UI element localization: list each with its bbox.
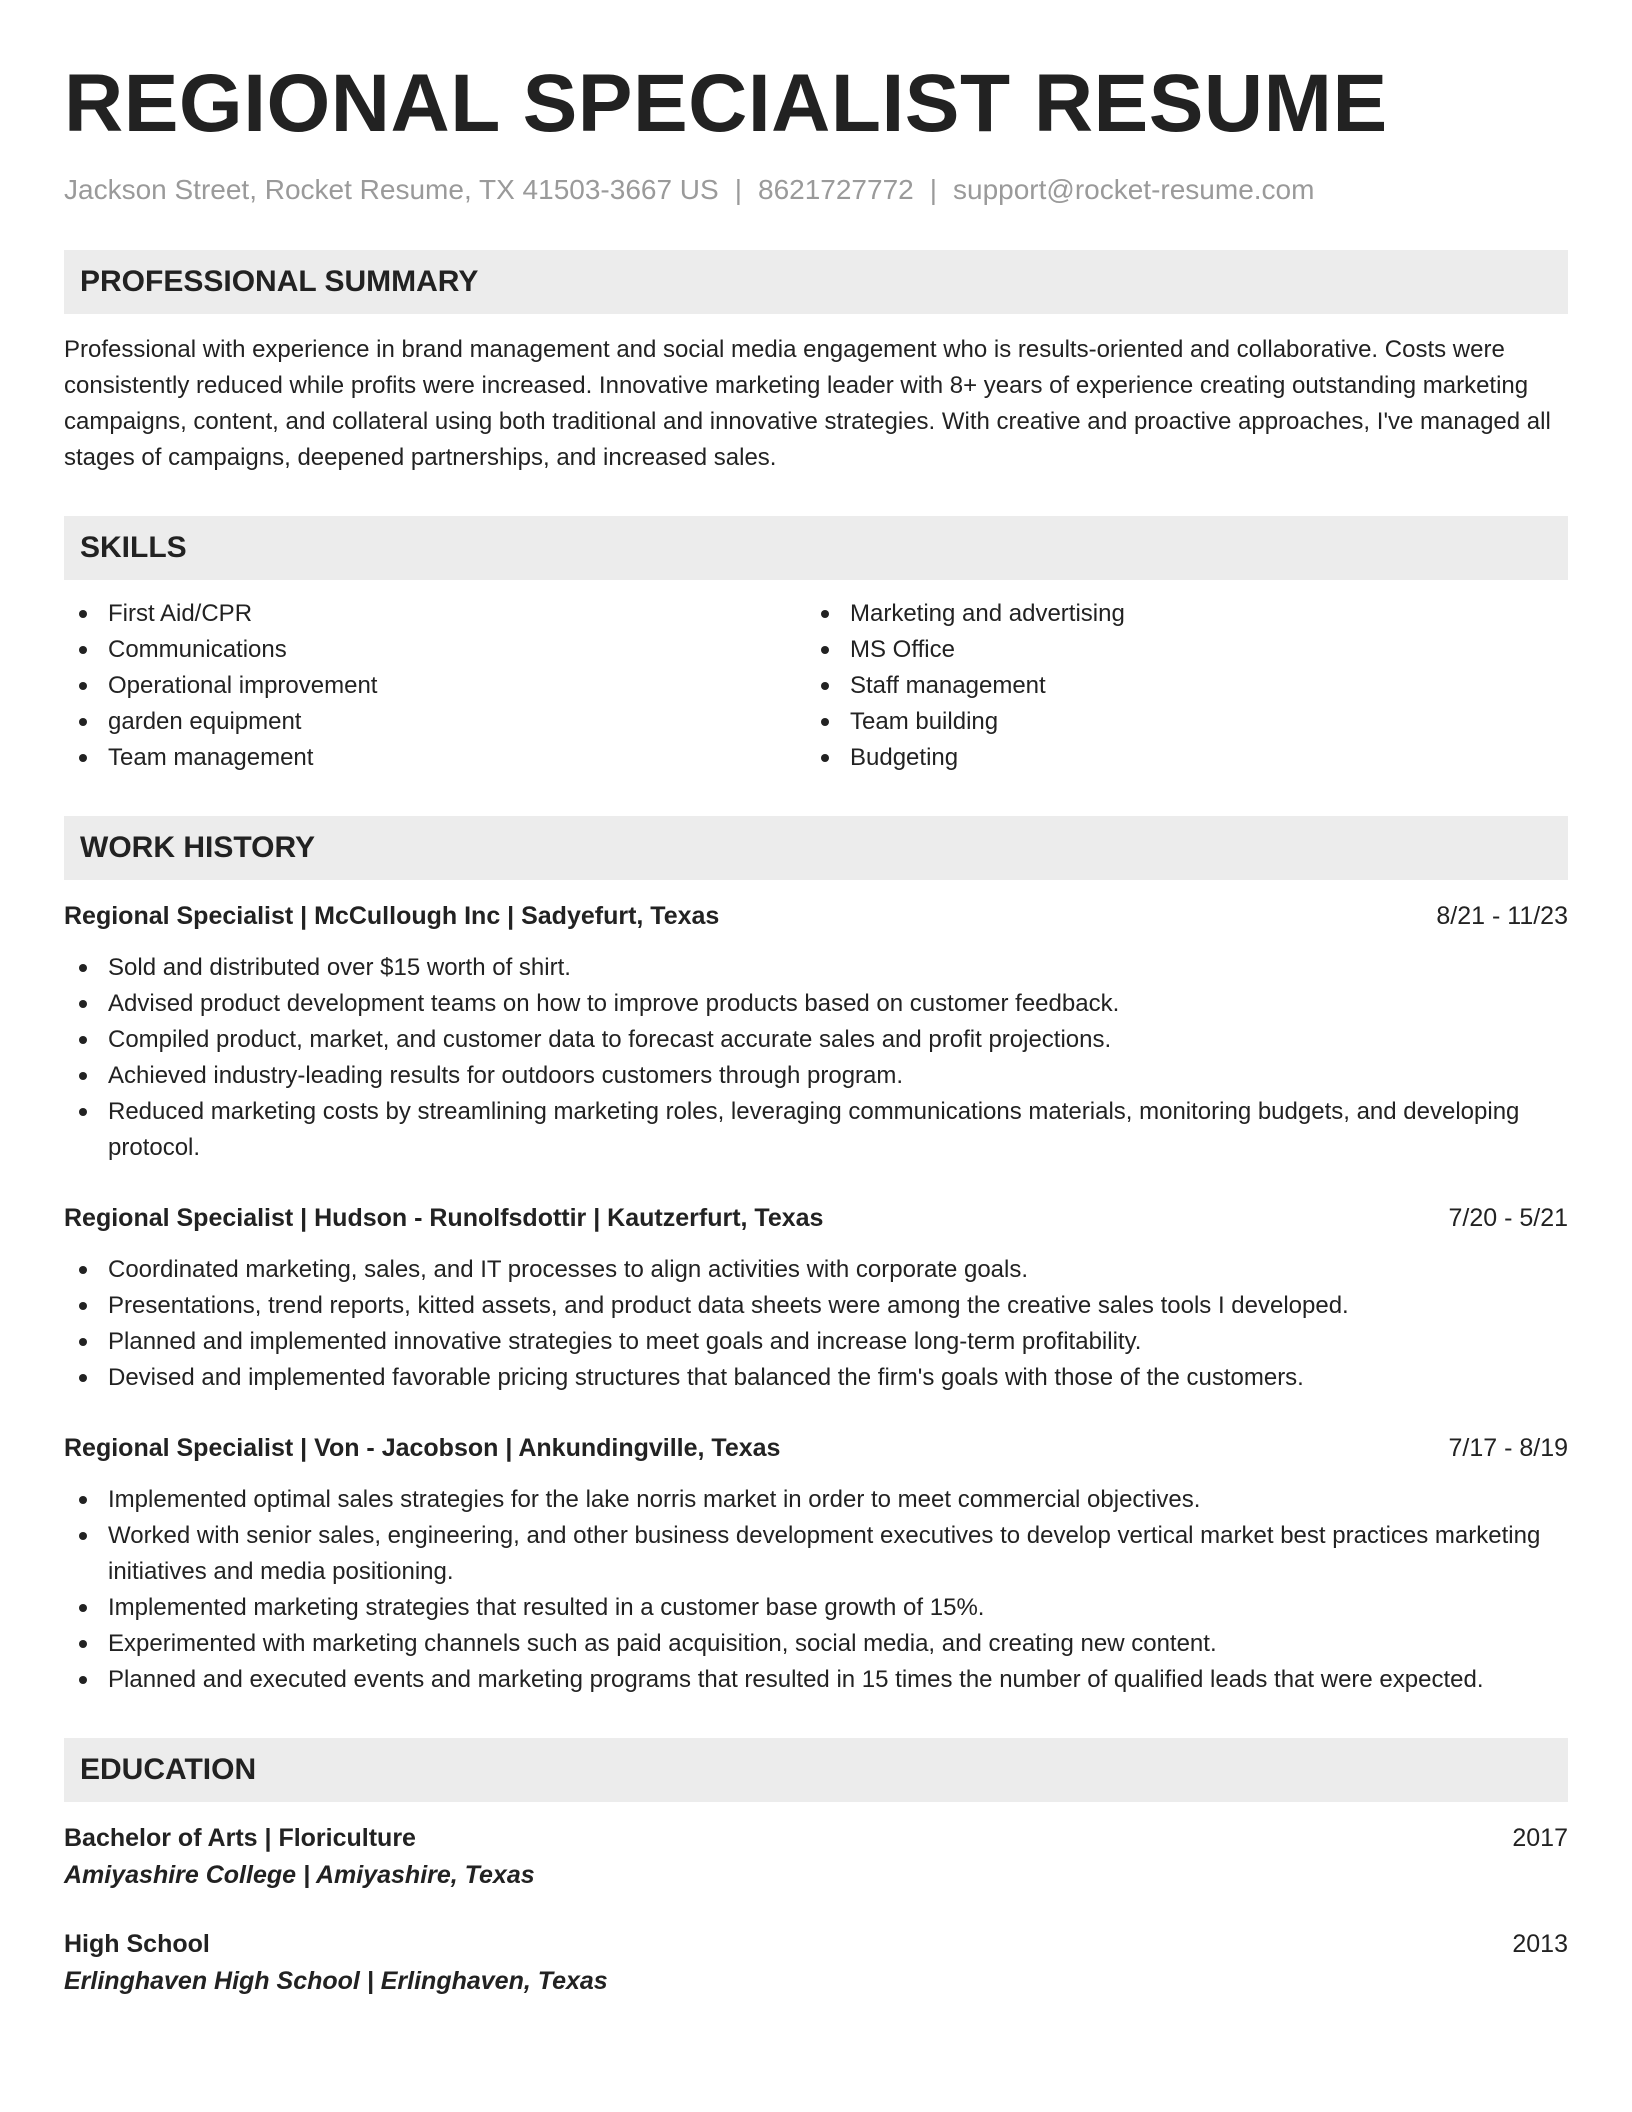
skill-label: garden equipment [108,708,302,735]
job-bullet-text: Devised and implemented favorable pricing structures that balanced the firm's goals with those of the customers. [108,1364,1304,1391]
bullet-dot-icon [79,1640,87,1648]
bullet-dot-icon [79,1338,87,1346]
skill-label: Staff management [850,672,1046,699]
education-entry [64,1926,1568,2000]
skill-label: Operational improvement [108,672,378,699]
resume-title: REGIONAL SPECIALIST RESUME [64,58,1388,149]
job-bullet-text: Implemented marketing strategies that resulted in a customer base growth of 15%. [108,1594,985,1621]
job-header [64,1200,1568,1236]
work-history-heading: WORK HISTORY [64,816,1568,880]
skills-section [64,516,1568,776]
skill-item [806,632,1548,668]
job-bullet [64,1324,1568,1360]
job-bullet [64,1626,1568,1662]
skill-item [806,704,1548,740]
skill-label: Team management [108,744,314,771]
education-degree: Bachelor of Arts | Floriculture [64,1824,416,1852]
bullet-dot-icon [79,1604,87,1612]
job-bullet-text: Compiled product, market, and customer data to forecast accurate sales and profit projections. [108,1026,1112,1053]
work-history-section [64,816,1568,1698]
job-entry [64,1200,1568,1396]
summary-heading: PROFESSIONAL SUMMARY [64,250,1568,314]
bullet-dot-icon [79,1532,87,1540]
bullet-dot-icon [79,1302,87,1310]
job-bullet [64,1590,1568,1626]
bullet-dot-icon [821,754,829,762]
job-bullet-text: Planned and executed events and marketing programs that resulted in 15 times the number of qualified leads that were expected. [108,1666,1484,1693]
skill-label: First Aid/CPR [108,600,253,627]
bullet-dot-icon [79,718,87,726]
skill-item [806,596,1548,632]
job-bullet [64,1662,1568,1698]
job-bullet-text: Planned and implemented innovative strategies to meet goals and increase long-term profitability. [108,1328,1142,1355]
job-bullet-text: Reduced marketing costs by streamlining marketing roles, leveraging communications materials, monitoring budgets, and developing protocol. [108,1098,1520,1161]
summary-section [64,250,1568,476]
skill-item [64,740,806,776]
bullet-dot-icon [79,1496,87,1504]
contact-separator: | [734,174,742,205]
job-dates: 8/21 - 11/23 [1436,902,1568,930]
bullet-dot-icon [821,718,829,726]
job-title: Regional Specialist | McCullough Inc | Sadyefurt, Texas [64,902,720,930]
contact-line [64,170,1568,210]
bullet-dot-icon [79,610,87,618]
skill-item [64,632,806,668]
bullet-dot-icon [79,754,87,762]
job-entry [64,1430,1568,1698]
job-bullet-text: Presentations, trend reports, kitted assets, and product data sheets were among the creative sales tools I developed. [108,1292,1349,1319]
job-bullet-text: Advised product development teams on how to improve products based on customer feedback. [108,990,1120,1017]
job-bullet-text: Worked with senior sales, engineering, and other business development executives to develop vertical market best practices marketing initiatives and media positioning. [108,1522,1541,1585]
job-entry [64,898,1568,1166]
bullet-dot-icon [79,1036,87,1044]
job-header [64,1430,1568,1466]
skill-label: Budgeting [850,744,959,771]
skill-label: MS Office [850,636,955,663]
education-year: 2017 [1512,1824,1568,1852]
bullet-dot-icon [79,646,87,654]
job-bullet [64,986,1568,1022]
skill-item [64,596,806,632]
job-bullet [64,1022,1568,1058]
bullet-dot-icon [821,610,829,618]
job-header [64,898,1568,934]
skill-item [64,704,806,740]
skills-heading: SKILLS [64,516,1568,580]
bullet-dot-icon [821,682,829,690]
job-title: Regional Specialist | Hudson - Runolfsdottir | Kautzerfurt, Texas [64,1204,824,1232]
education-degree: High School [64,1930,210,1958]
skill-item [806,668,1548,704]
job-title: Regional Specialist | Von - Jacobson | Ankundingville, Texas [64,1434,781,1462]
education-school: Erlinghaven High School | Erlinghaven, Texas [64,1967,608,1995]
education-header [64,1820,1568,1856]
job-dates: 7/20 - 5/21 [1448,1204,1568,1232]
education-section [64,1738,1568,2000]
education-year: 2013 [1512,1930,1568,1958]
job-bullet [64,950,1568,986]
bullet-dot-icon [79,1108,87,1116]
bullet-dot-icon [79,964,87,972]
education-heading: EDUCATION [64,1738,1568,1802]
job-bullet-text: Achieved industry-leading results for outdoors customers through program. [108,1062,904,1089]
job-bullet [64,1482,1568,1518]
job-bullet-text: Coordinated marketing, sales, and IT processes to align activities with corporate goals. [108,1256,1029,1283]
job-bullet [64,1252,1568,1288]
skills-list-left [64,596,806,776]
job-bullet [64,1094,1568,1166]
job-bullet [64,1288,1568,1324]
skills-list-right [806,596,1548,776]
job-dates: 7/17 - 8/19 [1448,1434,1568,1462]
job-bullet-text: Experimented with marketing channels such as paid acquisition, social media, and creating new content. [108,1630,1217,1657]
job-bullet-text: Implemented optimal sales strategies for the lake norris market in order to meet commercial objectives. [108,1486,1201,1513]
bullet-dot-icon [79,1072,87,1080]
contact-address: Jackson Street, Rocket Resume, TX 41503-3667 US [64,174,719,205]
job-bullets [64,950,1568,1166]
bullet-dot-icon [79,1374,87,1382]
contact-separator: | [929,174,938,205]
contact-phone: 8621727772 [758,174,914,205]
summary-text: Professional with experience in brand management and social media engagement who is results-oriented and collaborative. Costs were consistently reduced while profits were increased. Innovative marketing leader with 8+ years of experience creating outstanding marketing campaigns, content, and collateral using both traditional and innovative strategies. With creative and proactive approaches, I've managed all stages of campaigns, deepened partnerships, and increased sales. [64,336,1551,471]
job-bullet [64,1518,1568,1590]
skill-label: Marketing and advertising [850,600,1125,627]
job-bullets [64,1482,1568,1698]
job-bullet-text: Sold and distributed over $15 worth of shirt. [108,954,571,981]
skill-item [806,740,1548,776]
job-bullets [64,1252,1568,1396]
bullet-dot-icon [821,646,829,654]
education-header [64,1926,1568,1962]
bullet-dot-icon [79,1676,87,1684]
job-bullet [64,1058,1568,1094]
skills-grid [64,596,1568,776]
contact-email: support@rocket-resume.com [953,174,1315,205]
job-bullet [64,1360,1568,1396]
skill-label: Team building [850,708,999,735]
skill-item [64,668,806,704]
bullet-dot-icon [79,1000,87,1008]
education-school: Amiyashire College | Amiyashire, Texas [64,1861,535,1889]
bullet-dot-icon [79,682,87,690]
bullet-dot-icon [79,1266,87,1274]
skill-label: Communications [108,636,287,663]
education-entry [64,1820,1568,1894]
